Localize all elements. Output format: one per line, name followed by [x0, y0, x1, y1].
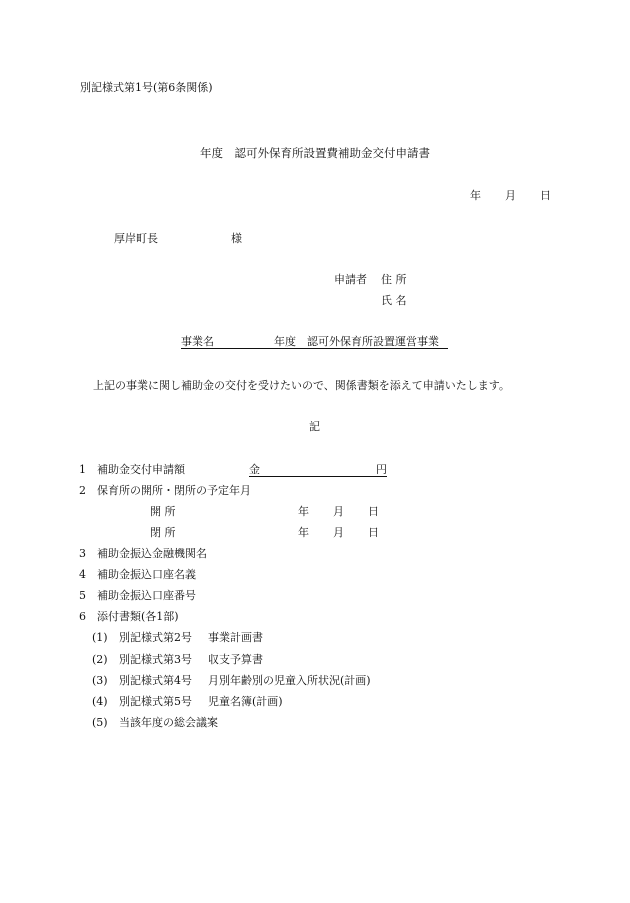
item-number: 3 [79, 547, 86, 560]
project-name: 年度 認可外保育所設置運営事業 [274, 335, 439, 348]
project-label: 事業名 [181, 335, 214, 348]
project-underline [181, 348, 448, 349]
opening-month-label: 月 [333, 505, 344, 518]
item-number: 6 [79, 610, 86, 623]
addressee-name: 厚岸町長 [114, 232, 158, 245]
applicant-label: 申請者 [334, 273, 367, 286]
addressee-honorific: 様 [231, 232, 242, 245]
attachment-name: 月別年齢別の児童入所状況(計画) [208, 674, 371, 687]
item-number: 2 [79, 484, 86, 497]
attachment-number: (1) [92, 631, 108, 644]
date-month-label: 月 [505, 189, 516, 202]
item-label-schedule: 保育所の開所・閉所の予定年月 [97, 484, 251, 497]
amount-suffix: 円 [376, 463, 387, 476]
opening-day-label: 日 [368, 505, 379, 518]
item-label-bank: 補助金振込金融機関名 [97, 547, 207, 560]
form-number: 別記様式第1号(第6条関係) [80, 81, 213, 94]
attachment-form: 別記様式第3号 [119, 653, 192, 666]
opening-label: 開 所 [150, 505, 176, 518]
attachment-name: 収支予算書 [208, 653, 263, 666]
applicant-name-label: 氏 名 [381, 294, 407, 307]
closing-label: 閉 所 [150, 526, 176, 539]
item-label-attachments: 添付書類(各1部) [97, 610, 179, 623]
closing-month-label: 月 [333, 526, 344, 539]
attachment-number: (5) [92, 716, 108, 729]
amount-prefix: 金 [249, 463, 260, 476]
attachment-form: 別記様式第5号 [119, 695, 192, 708]
application-statement: 上記の事業に関し補助金の交付を受けたいので、関係書類を添えて申請いたします。 [93, 379, 510, 392]
attachment-name: 当該年度の総会議案 [119, 716, 218, 729]
item-label-application-amount: 補助金交付申請額 [97, 463, 185, 476]
item-number: 5 [79, 589, 86, 602]
item-label-account-number: 補助金振込口座番号 [97, 589, 196, 602]
closing-day-label: 日 [368, 526, 379, 539]
attachment-form: 別記様式第2号 [119, 631, 192, 644]
attachment-form: 別記様式第4号 [119, 674, 192, 687]
closing-year-label: 年 [298, 526, 309, 539]
date-year-label: 年 [470, 189, 481, 202]
date-day-label: 日 [540, 189, 551, 202]
attachment-number: (2) [92, 653, 108, 666]
applicant-address-label: 住 所 [381, 273, 407, 286]
item-number: 1 [79, 463, 86, 476]
amount-underline [249, 476, 387, 477]
attachment-number: (3) [92, 674, 108, 687]
attachment-name: 児童名簿(計画) [208, 695, 283, 708]
attachment-number: (4) [92, 695, 108, 708]
attachment-name: 事業計画書 [208, 631, 263, 644]
document-title: 年度 認可外保育所設置費補助金交付申請書 [200, 146, 430, 160]
item-number: 4 [79, 568, 86, 581]
item-label-account-holder: 補助金振込口座名義 [97, 568, 196, 581]
opening-year-label: 年 [298, 505, 309, 518]
ki-heading: 記 [309, 420, 320, 433]
